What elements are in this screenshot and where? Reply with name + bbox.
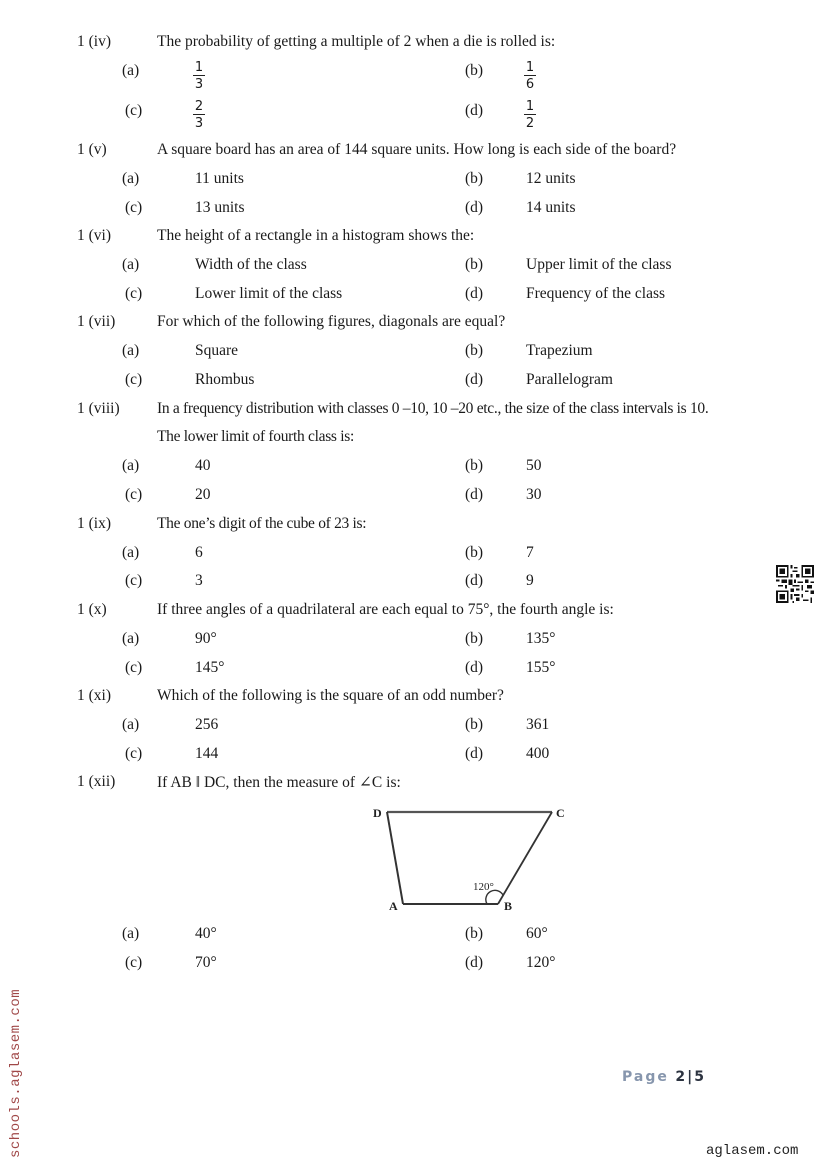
option-value: 70°: [195, 954, 217, 971]
option-value: 50: [526, 457, 542, 474]
question-text: The one’s digit of the cube of 23 is:: [157, 515, 367, 532]
trapezium-outline-icon: [387, 812, 552, 904]
question-number: 1 (xi): [77, 687, 112, 704]
vertex-label-a: A: [389, 899, 398, 913]
option-value: Lower limit of the class: [195, 285, 343, 302]
option-value: Parallelogram: [526, 371, 613, 388]
option-value: 3: [195, 572, 203, 589]
side-watermark: schools.aglasem.com: [8, 988, 24, 1158]
option-value: 12 units: [526, 170, 576, 187]
option-label: (b): [465, 62, 484, 79]
option-label: (a): [122, 457, 140, 474]
option-label: (b): [465, 630, 484, 647]
option-fraction: $\frac{1}{3}$: [194, 60, 204, 92]
trapezium-figure: [365, 800, 575, 915]
question-number: 1 (xii): [77, 773, 116, 790]
option-value: 13 units: [195, 199, 245, 216]
option-value: 90°: [195, 630, 217, 647]
option-label: (d): [465, 572, 484, 589]
option-label: (d): [465, 745, 484, 762]
question-text: A square board has an area of 144 square units. How long is each side of the board?: [157, 141, 677, 158]
option-label: (d): [465, 954, 484, 971]
option-label: (b): [465, 170, 484, 187]
option-label: (c): [125, 102, 143, 119]
option-label: (c): [125, 486, 143, 503]
option-value: 144: [195, 745, 219, 762]
option-label: (a): [122, 544, 140, 561]
option-value: 155°: [526, 659, 556, 676]
question-text-continued: The lower limit of fourth class is:: [157, 428, 354, 445]
question-number: 1 (v): [77, 141, 107, 158]
question-number: 1 (vii): [77, 313, 116, 330]
question-number: 1 (x): [77, 601, 107, 618]
question-text: The height of a rectangle in a histogram shows the:: [157, 227, 475, 244]
option-value: 400: [526, 745, 550, 762]
option-label: (c): [125, 745, 143, 762]
option-label: (c): [125, 199, 143, 216]
option-value: 60°: [526, 925, 548, 942]
option-label: (b): [465, 342, 484, 359]
option-value: Frequency of the class: [526, 285, 666, 302]
question-text: The probability of getting a multiple of 2 when a die is rolled is:: [157, 33, 556, 50]
page-separator: |: [687, 1069, 695, 1085]
question-number: 1 (vi): [77, 227, 112, 244]
question-number: 1 (ix): [77, 515, 112, 532]
angle-label: 120°: [473, 881, 494, 893]
option-label: (a): [122, 342, 140, 359]
option-label: (b): [465, 544, 484, 561]
option-label: (b): [465, 457, 484, 474]
option-value: 40: [195, 457, 211, 474]
option-label: (a): [122, 925, 140, 942]
option-value: Square: [195, 342, 239, 359]
option-value: 11 units: [195, 170, 244, 187]
option-label: (c): [125, 371, 143, 388]
page-current: 2: [675, 1069, 688, 1085]
option-value: 145°: [195, 659, 225, 676]
option-value: 30: [526, 486, 542, 503]
option-label: (c): [125, 572, 143, 589]
option-value: 120°: [526, 954, 556, 971]
question-text: For which of the following figures, diagonals are equal?: [157, 313, 506, 330]
option-value: Trapezium: [526, 342, 593, 359]
option-label: (d): [465, 285, 484, 302]
question-text: If three angles of a quadrilateral are each equal to 75°, the fourth angle is:: [157, 601, 614, 618]
option-label: (d): [465, 371, 484, 388]
option-label: (a): [122, 62, 140, 79]
option-label: (d): [465, 199, 484, 216]
page-number: [622, 1069, 706, 1085]
option-value: 7: [526, 544, 534, 561]
option-label: (a): [122, 716, 140, 733]
option-value: 361: [526, 716, 550, 733]
option-label: (d): [465, 102, 484, 119]
option-value: 135°: [526, 630, 556, 647]
page-word: Page: [622, 1069, 669, 1085]
option-value: Upper limit of the class: [526, 256, 672, 273]
option-label: (a): [122, 630, 140, 647]
option-value: 40°: [195, 925, 217, 942]
question-text: Which of the following is the square of an odd number?: [157, 687, 504, 704]
option-label: (c): [125, 659, 143, 676]
option-value: 9: [526, 572, 534, 589]
option-fraction: $\frac{2}{3}$: [194, 99, 204, 131]
option-label: (c): [125, 954, 143, 971]
option-label: (d): [465, 659, 484, 676]
vertex-label-d: D: [373, 806, 382, 820]
option-fraction: $\frac{1}{6}$: [525, 60, 535, 92]
option-value: 256: [195, 716, 219, 733]
option-value: 6: [195, 544, 203, 561]
question-text: If AB ‖ DC, then the measure of ∠C is:: [157, 774, 401, 791]
option-label: (a): [122, 170, 140, 187]
option-fraction: $\frac{1}{2}$: [525, 99, 535, 131]
qr-code-icon[interactable]: [776, 565, 814, 603]
question-number: 1 (viii): [77, 400, 120, 417]
option-value: 14 units: [526, 199, 576, 216]
option-value: 20: [195, 486, 211, 503]
vertex-label-c: C: [556, 806, 565, 820]
question-text: In a frequency distribution with classes 0 –10, 10 –20 etc., the size of the class intervals is 10.: [157, 400, 709, 417]
question-number: 1 (iv): [77, 33, 112, 50]
option-label: (b): [465, 925, 484, 942]
option-value: Rhombus: [195, 371, 255, 388]
option-label: (c): [125, 285, 143, 302]
option-label: (d): [465, 486, 484, 503]
option-value: Width of the class: [195, 256, 307, 273]
vertex-label-b: B: [504, 899, 513, 913]
option-label: (b): [465, 256, 484, 273]
option-label: (a): [122, 256, 140, 273]
option-label: (b): [465, 716, 484, 733]
page-total: 5: [694, 1069, 706, 1085]
footer-watermark[interactable]: aglasem.com: [706, 1143, 799, 1159]
